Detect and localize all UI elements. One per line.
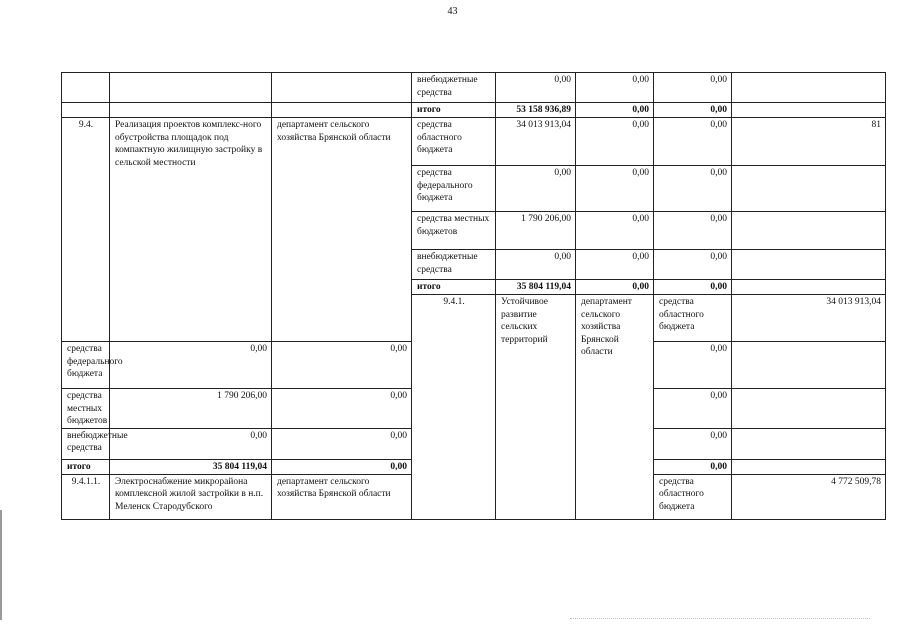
amount-cell: 0,00 <box>496 166 576 212</box>
amount-cell: 0,00 <box>576 212 654 250</box>
amount-cell: 0,00 <box>576 118 654 166</box>
item-number-cell: 9.4.1. <box>412 295 496 520</box>
item-number-cell: 9.4.1.1. <box>62 474 110 519</box>
amount-cell: 0,00 <box>654 389 732 429</box>
amount-cell: 0,00 <box>496 73 576 103</box>
amount-cell: 0,00 <box>654 118 732 166</box>
amount-cell: 0,00 <box>576 280 654 295</box>
note-cell <box>732 389 886 429</box>
item-name-cell: Устойчивое развитие сельских территорий <box>496 295 576 520</box>
amount-cell: 0,00 <box>272 459 412 474</box>
responsible-dept-cell <box>272 103 412 118</box>
note-cell <box>732 212 886 250</box>
amount-cell: 0,00 <box>654 103 732 118</box>
amount-cell: 0,00 <box>654 342 732 389</box>
amount-cell: 0,00 <box>654 166 732 212</box>
amount-cell: 0,00 <box>654 250 732 280</box>
table-row <box>62 103 886 118</box>
note-cell <box>732 428 886 459</box>
item-number-cell <box>62 73 110 103</box>
note-cell <box>732 166 886 212</box>
responsible-dept-cell: департамент сельского хозяйства Брянской области <box>272 474 412 519</box>
funding-source-cell: средства областного бюджета <box>654 295 732 342</box>
funding-source-cell: внебюджетные средства <box>412 73 496 103</box>
funding-source-cell: внебюджетные средства <box>412 250 496 280</box>
funding-source-cell: средства федерального бюджета <box>62 342 110 389</box>
amount-cell: 0,00 <box>654 73 732 103</box>
amount-cell: 0,00 <box>654 212 732 250</box>
note-cell <box>732 103 886 118</box>
amount-cell: 4 772 509,78 <box>732 474 886 519</box>
amount-cell: 0,00 <box>576 73 654 103</box>
funding-source-cell: итого <box>412 280 496 295</box>
funding-source-cell: средства областного бюджета <box>654 474 732 519</box>
funding-source-cell: итого <box>62 459 110 474</box>
amount-cell: 1 790 206,00 <box>496 212 576 250</box>
note-cell <box>732 342 886 389</box>
note-cell <box>732 73 886 103</box>
scan-edge-mark <box>0 510 2 620</box>
item-name-cell: Электроснабжение микрорайона комплексной жилой застройки в н.п. Меленск Стародубского <box>110 474 272 519</box>
note-cell <box>732 280 886 295</box>
note-cell <box>732 250 886 280</box>
table-row <box>62 73 886 103</box>
responsible-dept-cell: департамент сельского хозяйства Брянской области <box>272 118 412 342</box>
amount-cell: 35 804 119,04 <box>110 459 272 474</box>
funding-source-cell: средства местных бюджетов <box>412 212 496 250</box>
amount-cell: 0,00 <box>654 280 732 295</box>
amount-cell: 0,00 <box>496 250 576 280</box>
item-name-cell <box>110 103 272 118</box>
amount-cell: 0,00 <box>272 389 412 429</box>
funding-source-cell: средства федерального бюджета <box>412 166 496 212</box>
funding-source-cell: итого <box>412 103 496 118</box>
amount-cell: 0,00 <box>576 166 654 212</box>
item-number-cell: 9.4. <box>62 118 110 342</box>
amount-cell: 53 158 936,89 <box>496 103 576 118</box>
table-body <box>62 73 886 520</box>
amount-cell: 0,00 <box>110 428 272 459</box>
responsible-dept-cell <box>272 73 412 103</box>
amount-cell: 34 013 913,04 <box>496 118 576 166</box>
item-name-cell <box>110 73 272 103</box>
amount-cell: 0,00 <box>654 428 732 459</box>
amount-cell: 0,00 <box>272 428 412 459</box>
page-number: 43 <box>447 6 458 17</box>
amount-cell: 0,00 <box>576 103 654 118</box>
amount-cell: 1 790 206,00 <box>110 389 272 429</box>
funding-source-cell: внебюджетные средства <box>62 428 110 459</box>
responsible-dept-cell: департамент сельского хозяйства Брянской области <box>576 295 654 520</box>
amount-cell: 0,00 <box>110 342 272 389</box>
amount-cell: 35 804 119,04 <box>496 280 576 295</box>
amount-cell: 0,00 <box>576 250 654 280</box>
note-cell <box>732 459 886 474</box>
item-number-cell <box>62 103 110 118</box>
table-row <box>62 118 886 166</box>
note-cell: 81 <box>732 118 886 166</box>
amount-cell: 0,00 <box>654 459 732 474</box>
funding-source-cell: средства областного бюджета <box>412 118 496 166</box>
amount-cell: 34 013 913,04 <box>732 295 886 342</box>
scan-noise-line <box>570 618 870 619</box>
amount-cell: 0,00 <box>272 342 412 389</box>
funding-source-cell: средства местных бюджетов <box>62 389 110 429</box>
item-name-cell: Реализация проектов комплекс-ного обустройства площадок под компактную жилищную застройку в сельской местности <box>110 118 272 342</box>
budget-table <box>61 72 886 520</box>
